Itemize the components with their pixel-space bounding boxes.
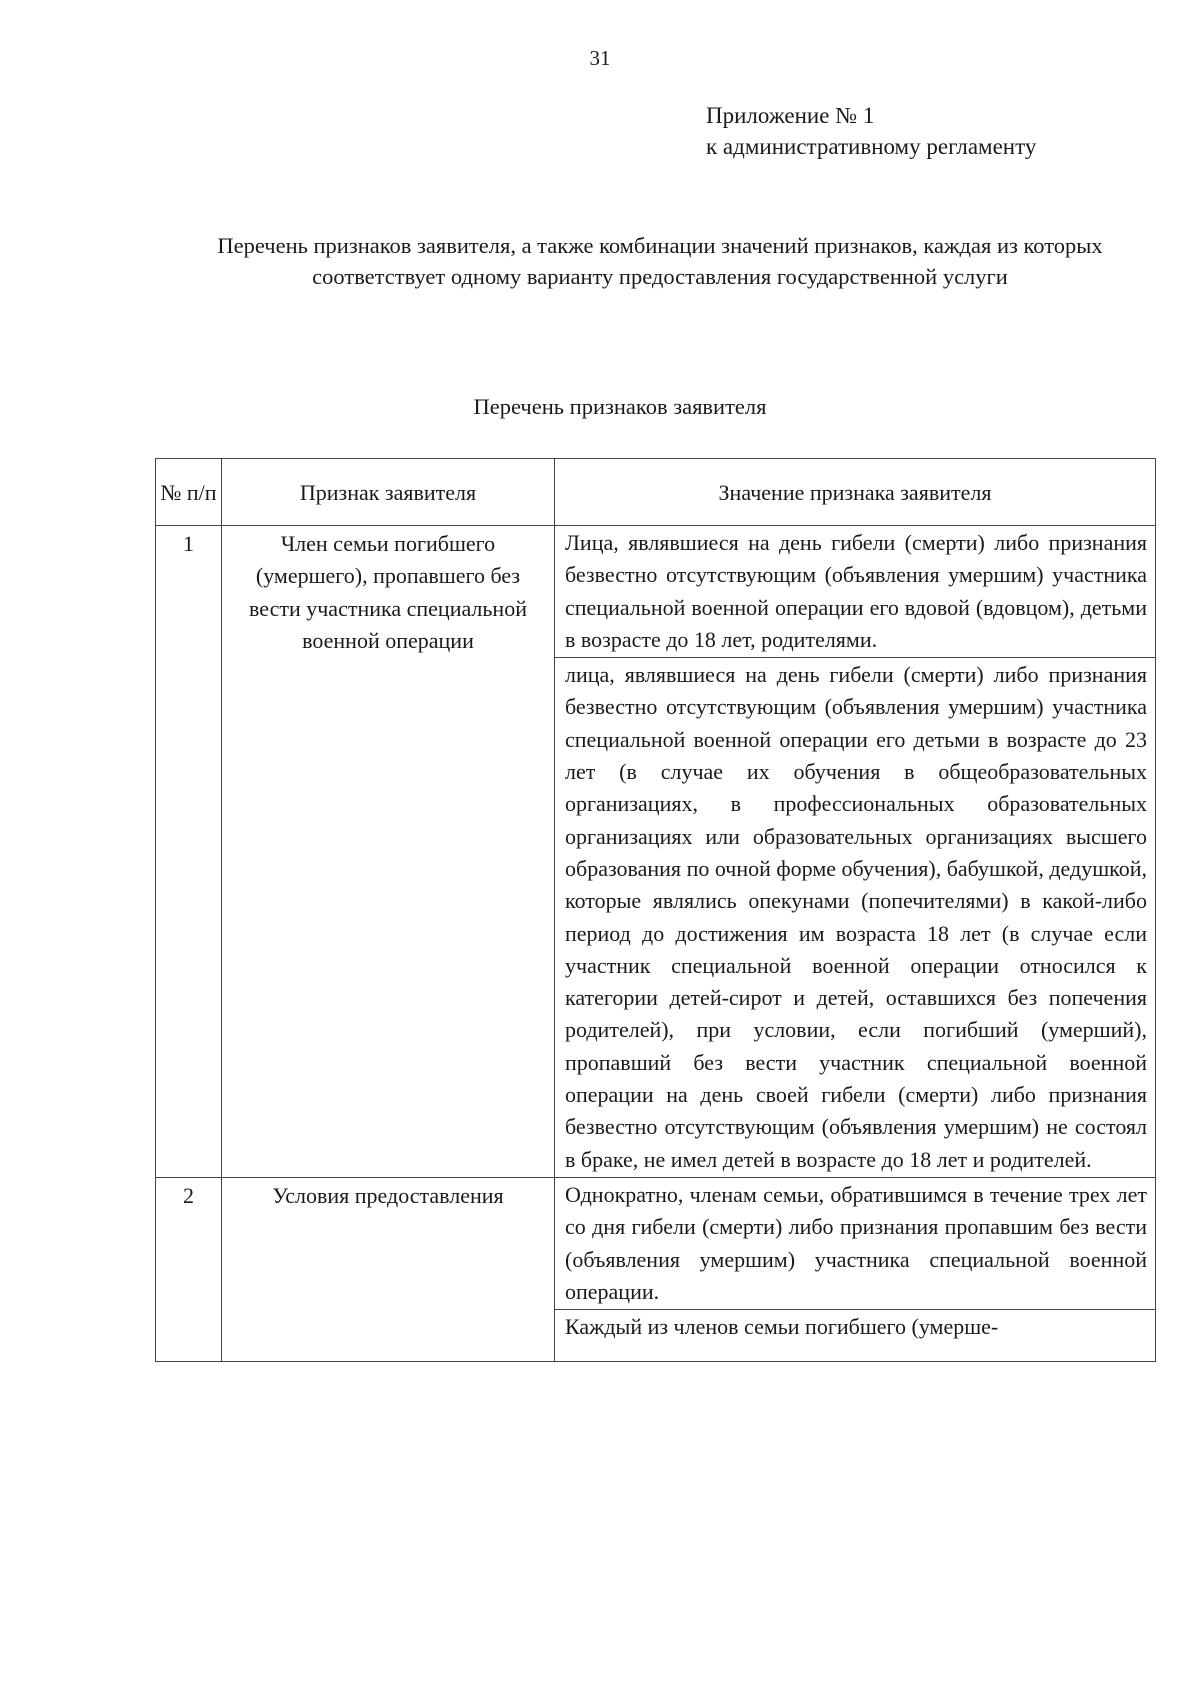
row-1-num: 1 (156, 526, 222, 1178)
page-number: 31 (589, 46, 611, 70)
table-title: Перечень признаков заявителя (473, 394, 767, 419)
header-num: № п/п (156, 459, 222, 526)
appendix-line-1: Приложение № 1 (706, 103, 875, 128)
applicant-features-table (155, 458, 1156, 1362)
appendix-header (706, 100, 1036, 162)
table-row (156, 526, 1156, 658)
row-2-value-1: Однократно, членам семьи, обратившимся в течение трех лет со дня гибели (смерти) либо признания пропавшим без вести (объявления умершим) участника специальной военной операции. (555, 1177, 1156, 1309)
row-2-value-2: Каждый из членов семьи погибшего (умерше- (555, 1310, 1156, 1362)
row-1-sign: Член семьи погибшего (умершего), пропавшего без вести участника специальной военной операции (222, 526, 555, 1178)
header-value: Значение признака заявителя (555, 459, 1156, 526)
document-title: Перечень признаков заявителя, а также комбинации значений признаков, каждая из которых соответствует одному варианту предоставления государственной услуги (217, 233, 1103, 289)
row-2-sign: Условия предоставления (222, 1177, 555, 1361)
row-2-num: 2 (156, 1177, 222, 1361)
table-row (156, 1177, 1156, 1309)
row-1-value-2: лица, являвшиеся на день гибели (смерти) либо признания безвестно отсутствующим (объявления умершим) участника специальной военной операции его детьми в возрасте до 23 лет (в случае их обучения в общеобразовательных организациях, в профессиональных образовательных организациях или образовательных организациях высшего образования по очной форме обучения), бабушкой, дедушкой, которые являлись опекунами (попечителями) в какой-либо период до достижения им возраста 18 лет (в случае если участник специальной военной операции относился к категории детей-сирот и детей, оставшихся без попечения родителей), при условии, если погибший (умерший), пропавший без вести участник специальной военной операции на день своей гибели (смерти) либо признания безвестно отсутствующим (объявления умершим) не состоял в браке, не имел детей в возрасте до 18 лет и родителей. (555, 658, 1156, 1178)
row-1-value-1: Лица, являвшиеся на день гибели (смерти) либо признания безвестно отсутствующим (объявления умершим) участника специальной военной операции его вдовой (вдовцом), детьми в возрасте до 18 лет, родителями. (555, 526, 1156, 658)
appendix-line-2: к административному регламенту (706, 134, 1037, 159)
header-sign: Признак заявителя (222, 459, 555, 526)
table-header-row (156, 459, 1156, 526)
